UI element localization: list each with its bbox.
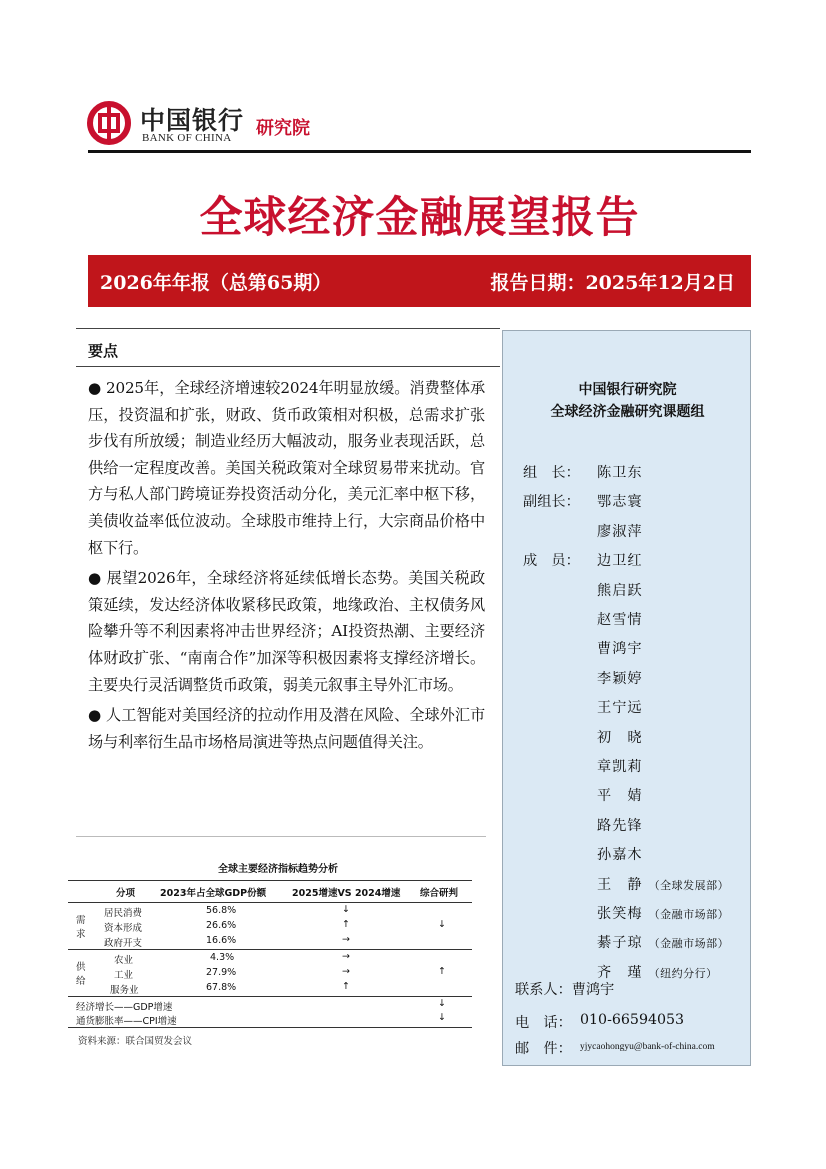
trend-arrow-icon: → bbox=[342, 951, 350, 962]
member-name: 路先锋 bbox=[597, 817, 643, 834]
member-name: 章凯莉 bbox=[597, 759, 643, 775]
member-name: 李颖婷 bbox=[597, 670, 643, 687]
member-name: 平 婧 bbox=[597, 788, 643, 805]
member-name: 陈卫东 bbox=[597, 465, 643, 481]
email-address: yjycaohongyu@bank-of-china.com bbox=[580, 1042, 715, 1052]
team-member-name bbox=[597, 609, 643, 629]
key-point-item: ● 2025年，全球经济增速较2024年明显放缓。消费整体承压，投资温和扩张，财政、货币政策相对积极，总需求扩张步伐有所放缓；制造业经历大幅波动，服务业表现活跃，总供给一定程度改善。美国关税政策对全球贸易带来扰动。官方与私人部门跨境证券投资活动分化，美元汇率中枢下移，美债收益率低位波动。全球股市维持上行，大宗商品价格中枢下行。 bbox=[88, 379, 485, 557]
table-cell-share: 16.6% bbox=[206, 935, 237, 946]
team-member-name bbox=[597, 727, 643, 747]
key-point-item: ● 展望2026年，全球经济将延续低增长态势。美国关税政策延续，发达经济体收紧移民政策，地缘政治、主权债务风险攀升等不利因素将冲击世界经济；AI投资热潮、主要经济体财政扩张、“南南合作”加深等积极因素将支撑经济增长。主要央行灵活调整货币政策，弱美元叙事主导外汇市场。 bbox=[88, 569, 485, 694]
issue-banner bbox=[88, 255, 751, 307]
team-member-name bbox=[597, 491, 643, 511]
member-name: 初 晓 bbox=[597, 729, 643, 746]
bank-of-china-emblem-icon bbox=[86, 100, 132, 146]
table-title: 全球主要经济指标趋势分析 bbox=[218, 864, 338, 875]
team-member-name bbox=[597, 815, 643, 835]
table-cell-share: 56.8% bbox=[206, 905, 237, 916]
table-cell-item: 农业 bbox=[114, 955, 134, 966]
member-name: 王宁远 bbox=[597, 700, 643, 717]
key-points-rule-top bbox=[76, 328, 500, 329]
team-member-name bbox=[597, 580, 643, 600]
table-rule bbox=[68, 880, 472, 881]
table-cell-share: 4.3% bbox=[210, 952, 235, 963]
phone-label: 电 话： bbox=[515, 1015, 572, 1031]
overall-arrow-icon: ↓ bbox=[438, 919, 446, 930]
table-cell-share: 27.9% bbox=[206, 967, 237, 978]
member-department: （纽约分行） bbox=[648, 966, 718, 980]
table-cell-item: 居民消费 bbox=[104, 908, 143, 919]
overall-arrow-icon: ↑ bbox=[438, 966, 446, 977]
logo-chinese-name: 中国银行 bbox=[140, 106, 245, 135]
institute-name: 研究院 bbox=[256, 118, 310, 139]
member-name: 廖淑萍 bbox=[597, 523, 643, 540]
table-cell-item: 资本形成 bbox=[104, 923, 143, 934]
overall-arrow-icon: ↓ bbox=[438, 998, 446, 1009]
logo-english-name: BANK OF CHINA bbox=[142, 132, 232, 144]
trend-arrow-icon: → bbox=[342, 934, 350, 945]
issue-number: 2026年年报（总第65期） bbox=[100, 272, 332, 294]
trend-arrow-icon: ↑ bbox=[342, 981, 350, 992]
contact-email bbox=[515, 1038, 715, 1058]
trend-arrow-icon: ↑ bbox=[342, 919, 350, 930]
team-member-name bbox=[597, 697, 643, 717]
key-points-heading: 要点 bbox=[88, 342, 119, 360]
group-label: 需 bbox=[76, 915, 86, 926]
member-department: （金融市场部） bbox=[648, 937, 730, 951]
group-label: 供 bbox=[76, 962, 86, 973]
team-member-name bbox=[597, 668, 643, 688]
contact-name: 曹鸿宇 bbox=[571, 982, 615, 998]
table-cell-item: 通货膨胀率——CPI增速 bbox=[76, 1016, 177, 1027]
research-group-line: 全球经济金融研究课题组 bbox=[550, 404, 705, 420]
table-header: 综合研判 bbox=[420, 888, 459, 899]
member-department: （金融市场部） bbox=[648, 908, 730, 921]
table-rule bbox=[68, 1027, 472, 1028]
member-name: 熊启跃 bbox=[597, 582, 643, 599]
overall-arrow-icon: ↓ bbox=[438, 1012, 446, 1023]
panel-institute bbox=[503, 379, 752, 423]
email-label: 邮 件： bbox=[515, 1041, 572, 1057]
table-header: 2025增速VS 2024增速 bbox=[292, 888, 401, 899]
research-team-panel bbox=[502, 330, 751, 1066]
team-member-name bbox=[597, 932, 729, 952]
phone-number: 010-66594053 bbox=[580, 1012, 685, 1028]
report-date: 报告日期：2025年12月2日 bbox=[490, 272, 735, 294]
team-member-name bbox=[597, 844, 643, 864]
member-name: 边卫红 bbox=[597, 553, 643, 570]
table-cell-share: 26.6% bbox=[206, 920, 237, 931]
table-cell-item: 工业 bbox=[114, 970, 134, 981]
key-points-rule-bottom bbox=[76, 366, 500, 367]
member-name: 綦子琼 bbox=[597, 935, 643, 952]
table-source: 资料来源：联合国贸发会议 bbox=[78, 1036, 193, 1047]
header-divider bbox=[88, 150, 751, 153]
table-separator bbox=[76, 836, 486, 837]
contact-person bbox=[515, 979, 614, 999]
table-cell-item: 服务业 bbox=[110, 985, 139, 996]
contact-label: 联系人： bbox=[515, 982, 572, 998]
team-member-name bbox=[597, 962, 718, 982]
institute-line: 中国银行研究院 bbox=[578, 382, 677, 398]
member-name: 齐 瑾 bbox=[597, 964, 643, 981]
member-name: 王 静 bbox=[597, 876, 643, 893]
table-rule bbox=[68, 949, 472, 950]
table-header: 2023年占全球GDP份额 bbox=[160, 888, 267, 899]
group-label: 求 bbox=[76, 929, 86, 940]
member-name: 孙嘉木 bbox=[597, 847, 643, 864]
team-role: 副组长： bbox=[523, 494, 580, 511]
team-member-name bbox=[597, 521, 643, 541]
team-member-name bbox=[597, 903, 729, 923]
table-rule bbox=[68, 902, 472, 903]
team-member-name bbox=[597, 756, 643, 776]
table-cell-share: 67.8% bbox=[206, 982, 237, 993]
contact-phone bbox=[515, 1012, 685, 1032]
table-cell-item: 政府开支 bbox=[104, 938, 143, 949]
team-member-name bbox=[597, 874, 729, 894]
bank-logo bbox=[86, 100, 326, 148]
table-rule bbox=[68, 996, 472, 997]
member-name: 赵雪情 bbox=[597, 612, 643, 628]
team-member-name bbox=[597, 462, 643, 482]
trend-arrow-icon: → bbox=[342, 966, 350, 977]
member-name: 张笑梅 bbox=[597, 906, 643, 922]
team-member-name bbox=[597, 785, 643, 805]
key-point-item: ● 人工智能对美国经济的拉动作用及潜在风险、全球外汇市场与利率衍生品市场格局演进等热点问题值得关注。 bbox=[88, 706, 485, 751]
member-name: 曹鸿宇 bbox=[597, 641, 643, 658]
trend-arrow-icon: ↓ bbox=[342, 904, 350, 915]
member-name: 鄂志寰 bbox=[597, 494, 643, 511]
member-department: （全球发展部） bbox=[648, 878, 730, 892]
group-label: 给 bbox=[76, 976, 86, 987]
team-member-name bbox=[597, 550, 643, 570]
report-title: 全球经济金融展望报告 bbox=[199, 193, 640, 243]
team-member-name bbox=[597, 638, 643, 658]
key-points-list bbox=[88, 375, 485, 759]
team-role: 组 长： bbox=[523, 465, 580, 481]
team-role: 成 员： bbox=[523, 553, 580, 570]
table-header: 分项 bbox=[116, 888, 136, 899]
table-cell-item: 经济增长——GDP增速 bbox=[76, 1002, 173, 1013]
